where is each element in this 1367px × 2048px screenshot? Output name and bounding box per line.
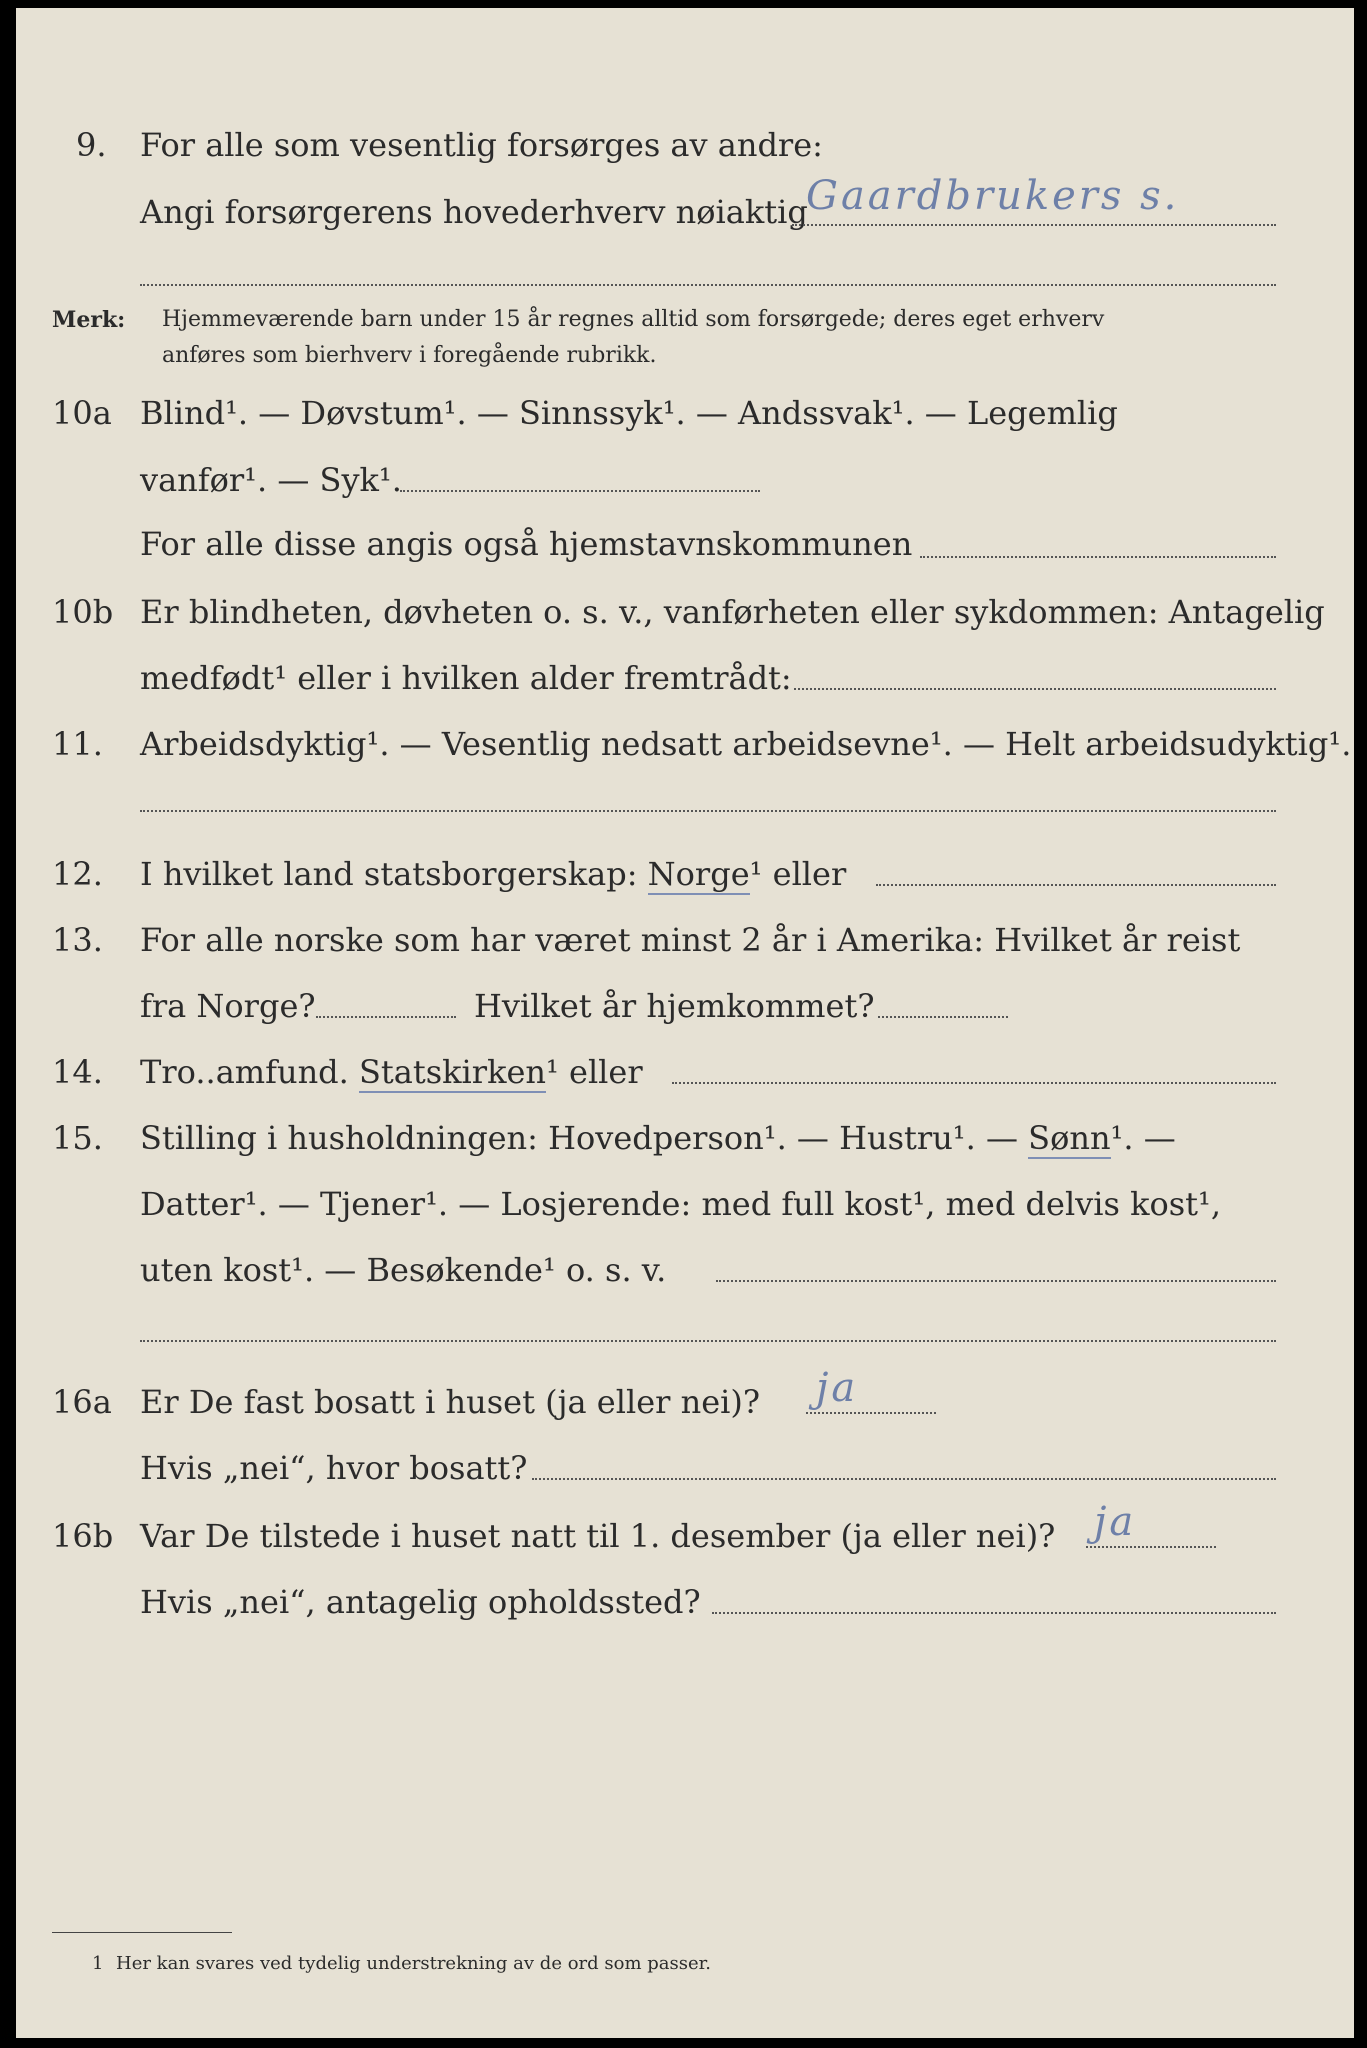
q16b-line2: Hvis „nei“, antagelig opholdssted? bbox=[140, 1583, 701, 1621]
q14-suffix: ¹ eller bbox=[546, 1053, 643, 1091]
q12-prefix: I hvilket land statsborgerskap: bbox=[140, 855, 638, 893]
q11-line1: Arbeidsdyktig¹. — Vesentlig nedsatt arbeidsevne¹. — Helt arbeidsudyktig¹. bbox=[140, 725, 1352, 763]
q16a-line2: Hvis „nei“, hvor bosatt? bbox=[140, 1449, 528, 1487]
q9-extra-line[interactable] bbox=[140, 284, 1276, 286]
q14-number: 14. bbox=[52, 1053, 103, 1091]
q10b-line2: medfødt¹ eller i hvilken alder fremtrådt: bbox=[140, 659, 792, 697]
q13-line2a: fra Norge? bbox=[140, 987, 316, 1025]
q14-prefix: Tro..amfund. bbox=[140, 1053, 349, 1091]
census-form-page bbox=[16, 8, 1354, 2038]
q14-underlined-statskirken: Statskirken bbox=[359, 1053, 546, 1091]
q16a-handwritten-answer: ja bbox=[816, 1365, 859, 1411]
q16b-line1: Var De tilstede i huset natt til 1. desember (ja eller nei)? bbox=[140, 1517, 1056, 1555]
q10b-number: 10b bbox=[52, 593, 114, 631]
q11-number: 11. bbox=[52, 725, 103, 763]
merk-label: Merk: bbox=[52, 307, 126, 333]
q15-line1-suffix: ¹. — bbox=[1110, 1119, 1176, 1157]
q16b-handwritten-answer: ja bbox=[1094, 1499, 1137, 1545]
q15-line2: Datter¹. — Tjener¹. — Losjerende: med full kost¹, med delvis kost¹, bbox=[140, 1185, 1222, 1223]
q13-hjemkommet-line[interactable] bbox=[878, 1016, 1008, 1018]
q16a-answer-line[interactable] bbox=[806, 1412, 936, 1414]
q16a-line1: Er De fast bosatt i huset (ja eller nei)? bbox=[140, 1383, 761, 1421]
q9-line2: Angi forsørgerens hovederhverv nøiaktig bbox=[140, 193, 808, 231]
q11-answer-line[interactable] bbox=[140, 810, 1276, 812]
q16b-opholdssted-line[interactable] bbox=[712, 1612, 1276, 1614]
q10a-line1: Blind¹. — Døvstum¹. — Sinnssyk¹. — Andssvak¹. — Legemlig bbox=[140, 394, 1118, 432]
footnote-text: Her kan svares ved tydelig understrekning av de ord som passer. bbox=[116, 1953, 711, 1974]
footnote-mark: 1 bbox=[92, 1953, 104, 1974]
q12-answer-line[interactable] bbox=[876, 884, 1276, 886]
q10a-line3: For alle disse angis også hjemstavnskommunen bbox=[140, 525, 913, 563]
q10a-line2: vanfør¹. — Syk¹. bbox=[140, 461, 402, 499]
q15-line3: uten kost¹. — Besøkende¹ o. s. v. bbox=[140, 1251, 667, 1289]
q13-line1: For alle norske som har været minst 2 år i Amerika: Hvilket år reist bbox=[140, 921, 1241, 959]
merk-line2: anføres som bierhverv i foregående rubrikk. bbox=[162, 343, 657, 368]
q10b-answer-line[interactable] bbox=[794, 688, 1276, 690]
footnote-rule bbox=[52, 1932, 232, 1933]
q12-number: 12. bbox=[52, 855, 103, 893]
q13-reist-line[interactable] bbox=[316, 1016, 456, 1018]
q14-answer-line[interactable] bbox=[672, 1082, 1276, 1084]
q12-underlined-norge: Norge bbox=[647, 855, 750, 893]
q10a-syk-line[interactable] bbox=[400, 490, 760, 492]
q16b-number: 16b bbox=[52, 1517, 114, 1555]
q15-underlined-sonn: Sønn bbox=[1028, 1119, 1111, 1157]
q15-number: 15. bbox=[52, 1119, 103, 1157]
q13-number: 13. bbox=[52, 921, 103, 959]
q15-line1 bbox=[140, 1118, 1176, 1158]
q16a-bosatt-line[interactable] bbox=[532, 1478, 1276, 1480]
q9-answer-line[interactable] bbox=[792, 224, 1276, 226]
q14-line bbox=[140, 1052, 643, 1092]
q16b-answer-line[interactable] bbox=[1086, 1546, 1216, 1548]
q13-line2b: Hvilket år hjemkommet? bbox=[474, 987, 875, 1025]
q10a-number: 10a bbox=[52, 394, 112, 432]
q16a-number: 16a bbox=[52, 1383, 112, 1421]
q15-line1-prefix: Stilling i husholdningen: Hovedperson¹. — Hustru¹. — bbox=[140, 1119, 1018, 1157]
q10b-line1: Er blindheten, døvheten o. s. v., vanførheten eller sykdommen: Antagelig bbox=[140, 593, 1325, 631]
q9-number: 9. bbox=[76, 126, 107, 164]
q9-line1: For alle som vesentlig forsørges av andre: bbox=[140, 126, 823, 164]
q15-extra-line[interactable] bbox=[140, 1340, 1276, 1342]
q10a-hjemstavn-line[interactable] bbox=[920, 556, 1276, 558]
q9-handwritten-answer: Gaardbrukers s. bbox=[806, 173, 1180, 219]
merk-line1: Hjemmeværende barn under 15 år regnes alltid som forsørgede; deres eget erhverv bbox=[162, 307, 1105, 332]
q15-answer-line[interactable] bbox=[716, 1280, 1276, 1282]
q12-line bbox=[140, 854, 846, 894]
q12-suffix: ¹ eller bbox=[749, 855, 847, 893]
